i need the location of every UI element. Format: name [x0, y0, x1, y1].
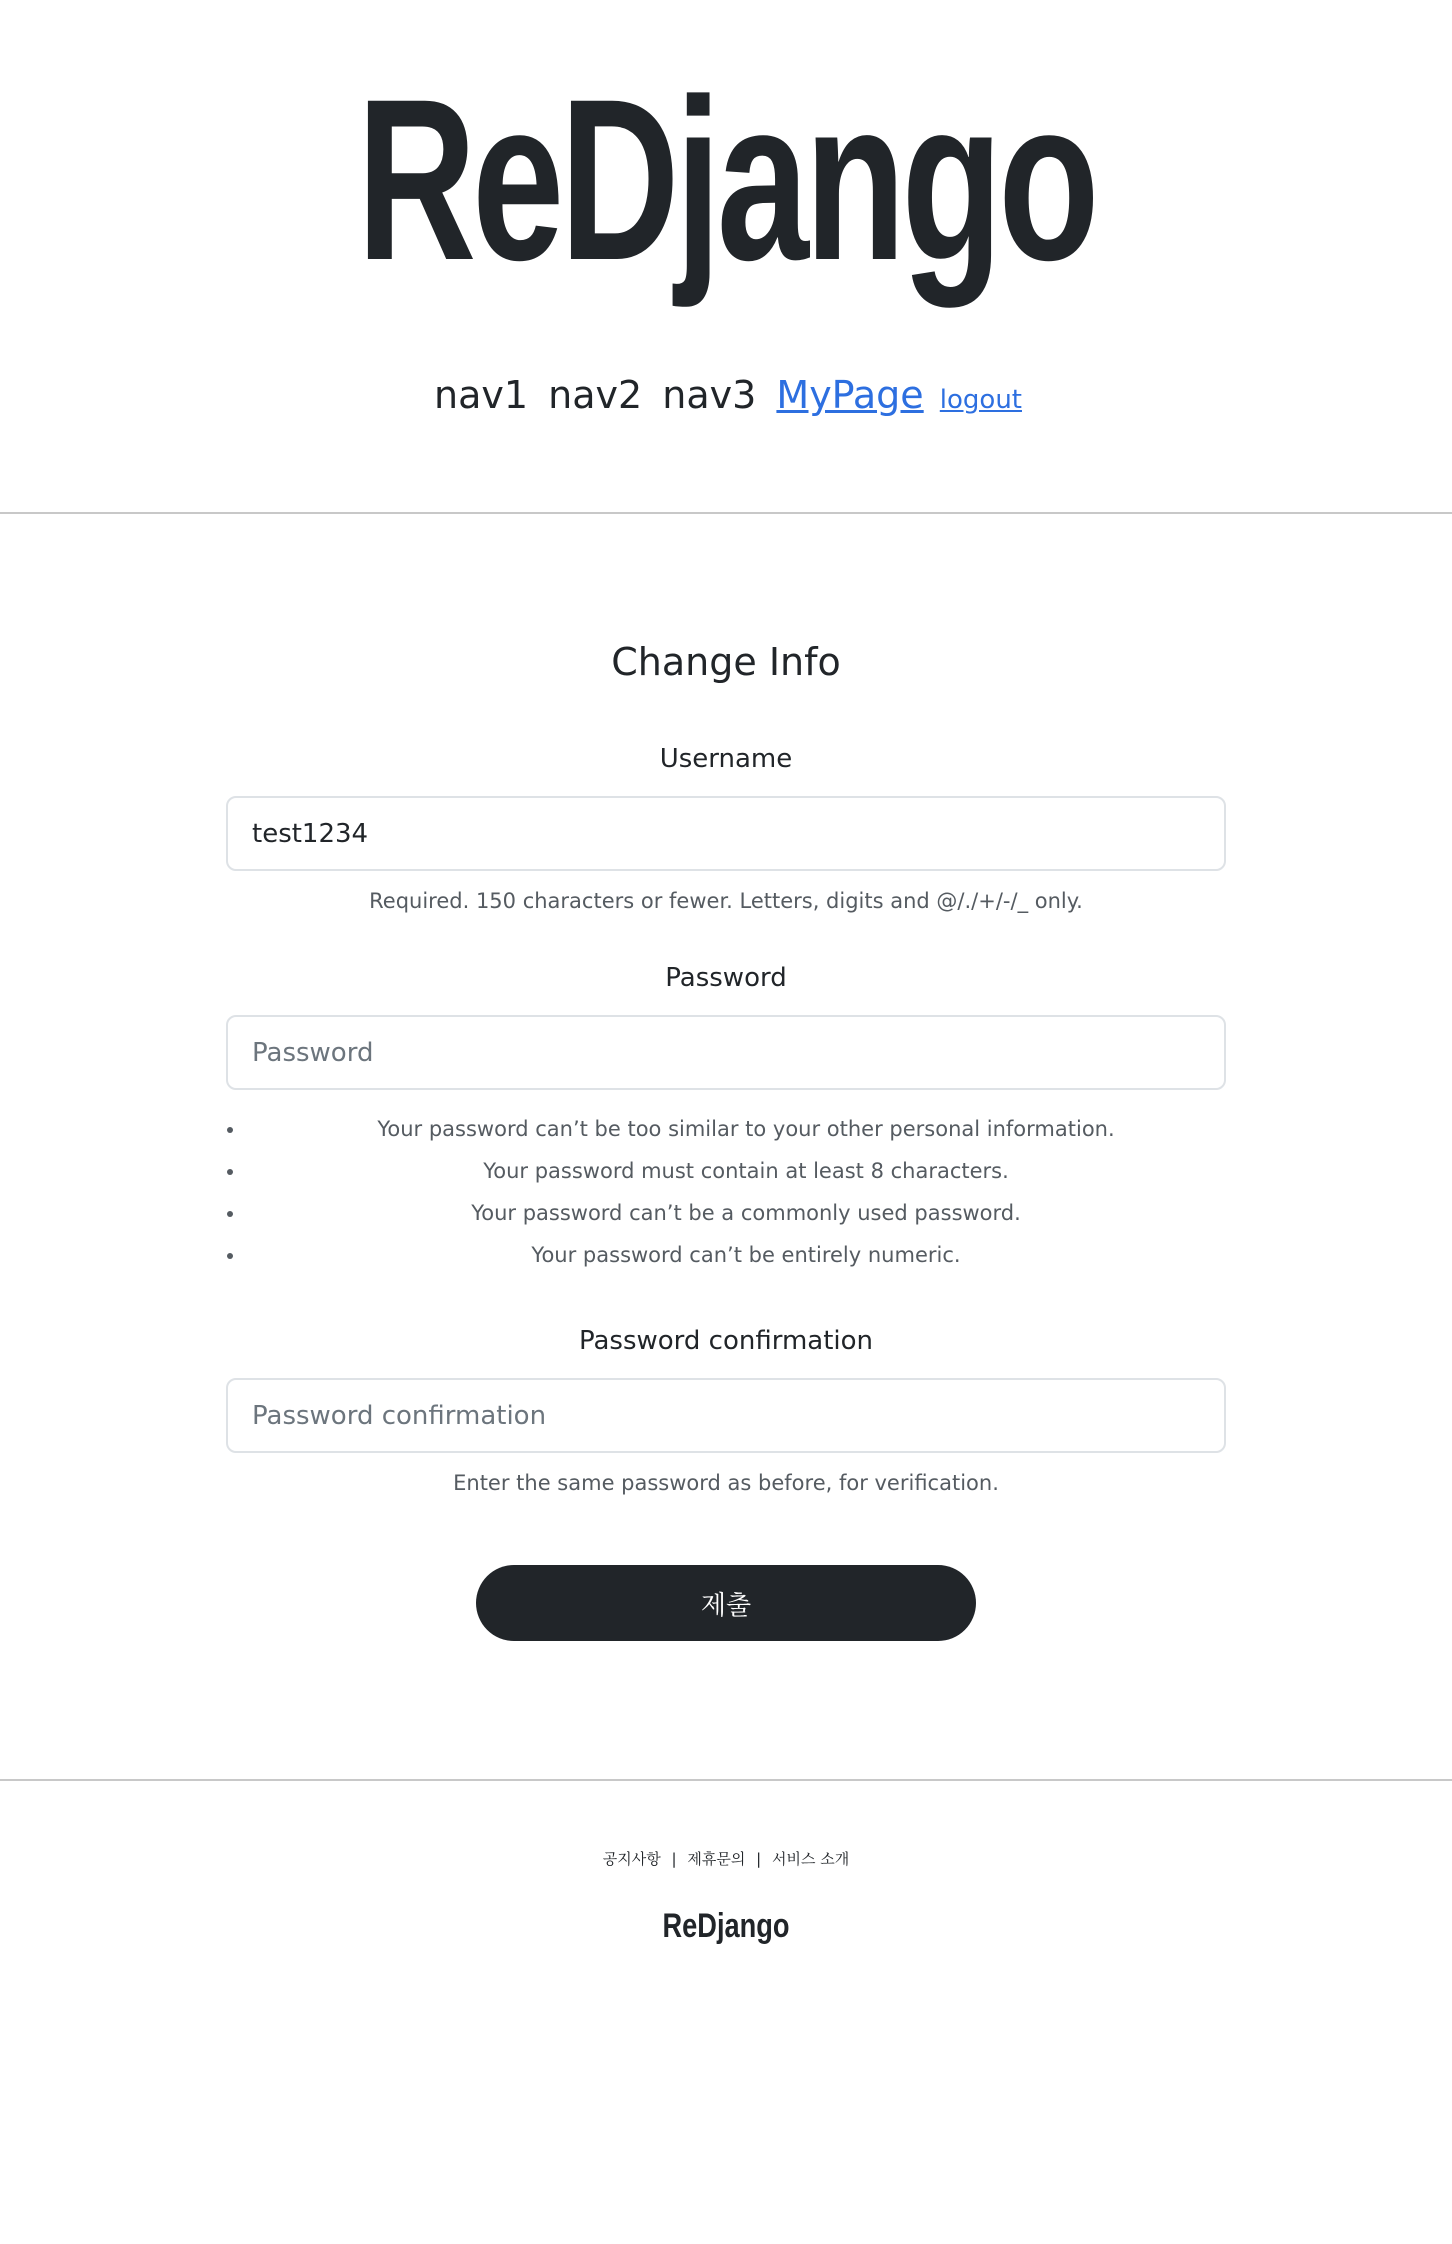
password-help-list [206, 1108, 1246, 1276]
change-info-form [0, 640, 1452, 1641]
password-confirmation-label: Password confirmation [578, 1326, 874, 1356]
site-logo[interactable]: ReDjango [356, 51, 1096, 308]
site-header [0, 0, 1452, 417]
username-help-text: Required. 150 characters or fewer. Letters, digits and @/./+/-/_ only. [369, 889, 1083, 913]
footer-separator: | [756, 1850, 762, 1868]
footer-links [0, 1848, 1452, 1869]
password-confirmation-help-text: Enter the same password as before, for verification. [453, 1471, 999, 1495]
password-group [0, 963, 1452, 1276]
username-group [0, 744, 1452, 913]
password-help-item: • Your password can’t be a commonly used password. [246, 1192, 1246, 1234]
footer-divider [0, 1779, 1452, 1781]
footer-separator: | [671, 1850, 677, 1868]
username-label: Username [659, 744, 793, 774]
nav-item-nav3[interactable]: nav3 [662, 373, 757, 417]
footer-link-partnership[interactable]: 제휴문의 [687, 1850, 746, 1868]
footer-link-notice[interactable]: 공지사항 [602, 1850, 661, 1868]
main-nav [0, 373, 1452, 417]
username-input[interactable] [226, 796, 1226, 871]
mypage-link[interactable]: MyPage [776, 373, 924, 417]
password-help-item: • Your password can’t be entirely numeric. [246, 1234, 1246, 1276]
form-title: Change Info [611, 640, 841, 684]
password-label: Password [665, 963, 787, 993]
footer-link-about[interactable]: 서비스 소개 [771, 1850, 850, 1868]
password-input[interactable] [226, 1015, 1226, 1090]
header-divider [0, 512, 1452, 514]
logout-link[interactable]: logout [939, 385, 1022, 415]
nav-item-nav1[interactable]: nav1 [433, 373, 529, 417]
site-footer [0, 1848, 1452, 1946]
nav-item-nav2[interactable]: nav2 [548, 373, 643, 417]
password-help-item: • Your password can’t be too similar to your other personal information. [246, 1108, 1246, 1150]
password-help-item: • Your password must contain at least 8 characters. [246, 1150, 1246, 1192]
footer-logo: ReDjango [662, 1907, 790, 1945]
password-confirmation-input[interactable] [226, 1378, 1226, 1453]
submit-button[interactable]: 제출 [476, 1565, 976, 1641]
password-confirmation-group [0, 1326, 1452, 1495]
